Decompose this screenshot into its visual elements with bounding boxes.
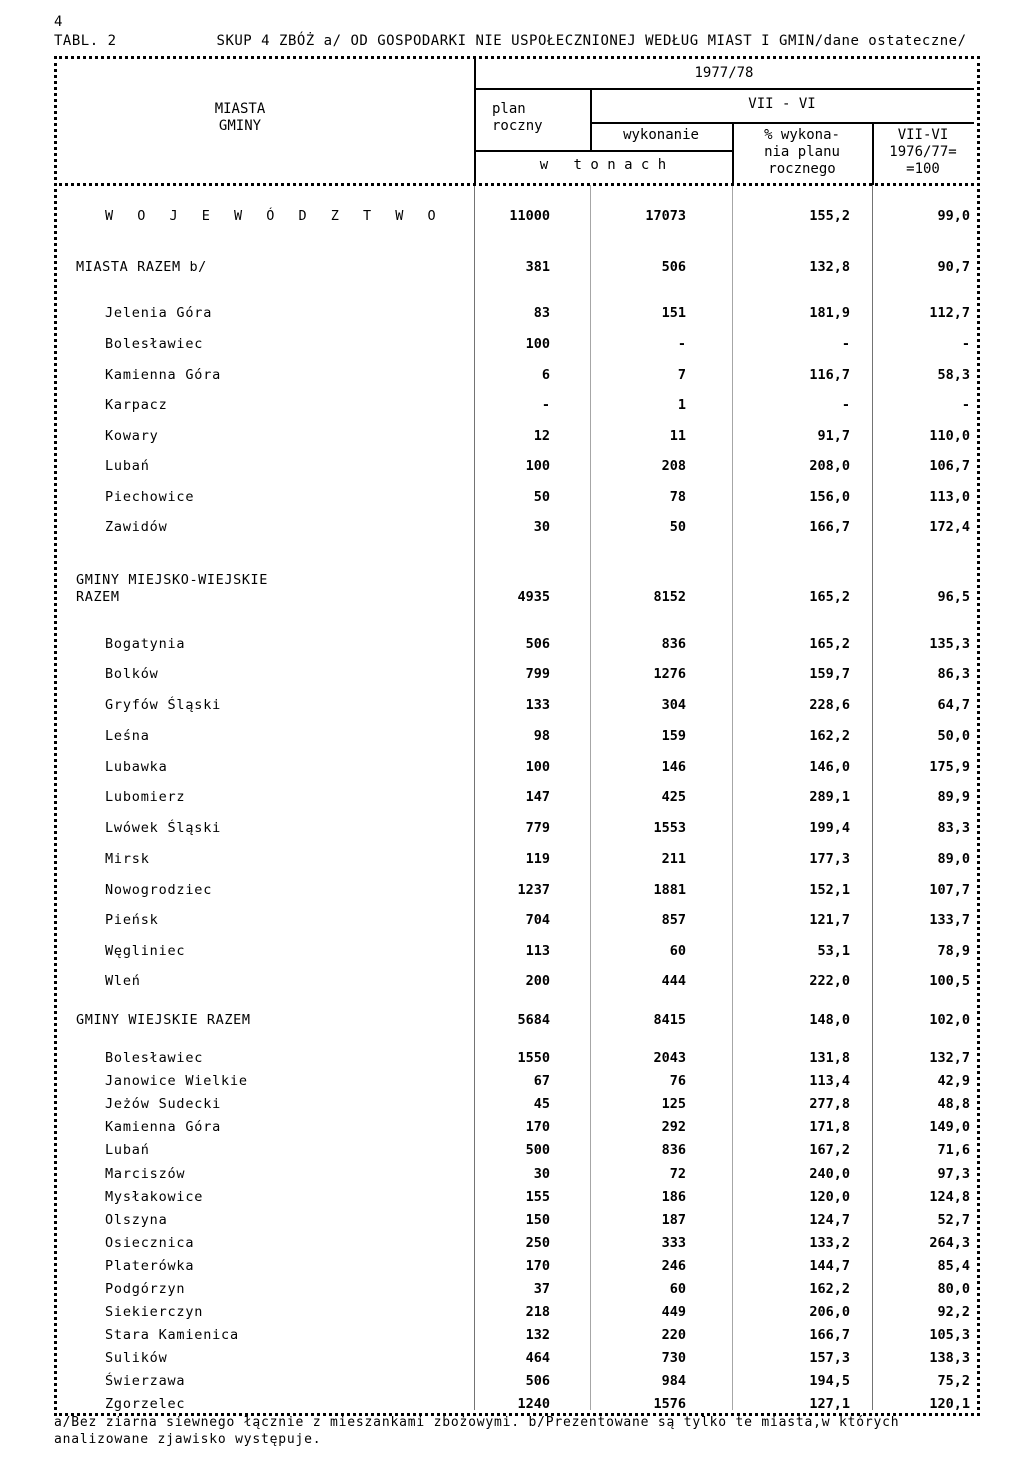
cell-col-1: 12	[533, 428, 550, 444]
cell-col-1: 779	[525, 820, 550, 836]
cell-col-3: 155,2	[809, 208, 850, 224]
row-label: Siekierczyn	[105, 1304, 204, 1320]
cell-col-1: 30	[533, 519, 550, 535]
row-label: Lubomierz	[105, 789, 186, 805]
row-label: Nowogrodziec	[105, 882, 213, 898]
row-label: Osiecznica	[105, 1235, 195, 1251]
cell-col-1: 132	[525, 1327, 550, 1343]
cell-col-1: 506	[525, 1373, 550, 1389]
cell-col-3: 144,7	[809, 1258, 850, 1274]
page-number: 4	[54, 14, 63, 30]
cell-col-1: 464	[525, 1350, 550, 1366]
row-label: Lubań	[105, 1142, 150, 1158]
cell-col-3: 53,1	[817, 943, 850, 959]
cell-col-2: 984	[661, 1373, 686, 1389]
cell-col-2: 72	[669, 1166, 686, 1182]
row-label: Karpacz	[105, 397, 168, 413]
cell-col-2: 159	[661, 728, 686, 744]
cell-col-1: 381	[525, 259, 550, 275]
cell-col-4: 113,0	[929, 489, 970, 505]
cell-col-4: 92,2	[937, 1304, 970, 1320]
cell-col-1: 11000	[509, 208, 550, 224]
row-label: Bolków	[105, 666, 159, 682]
cell-col-1: 250	[525, 1235, 550, 1251]
cell-col-2: 8415	[653, 1012, 686, 1028]
cell-col-1: 704	[525, 912, 550, 928]
row-label: Bolesławiec	[105, 1050, 204, 1066]
cell-col-3: 127,1	[809, 1396, 850, 1412]
cell-col-4: 105,3	[929, 1327, 970, 1343]
footnotes: a/Bez ziarna siewnego łącznie z mieszankami zbożowymi. b/Prezentowane są tylko te miasta,w których analizowane zjawisko występuje.	[54, 1415, 900, 1447]
cell-col-4: 133,7	[929, 912, 970, 928]
cell-col-4: 89,9	[937, 789, 970, 805]
cell-col-4: 64,7	[937, 697, 970, 713]
cell-col-3: 181,9	[809, 305, 850, 321]
cell-col-3: 194,5	[809, 1373, 850, 1389]
cell-col-2: 506	[661, 259, 686, 275]
cell-col-4: 102,0	[929, 1012, 970, 1028]
row-label: W O J E W Ó D Z T W O	[105, 208, 444, 224]
header-bottom-rule	[54, 183, 980, 186]
cell-col-3: 208,0	[809, 458, 850, 474]
cell-col-3: 156,0	[809, 489, 850, 505]
cell-col-4: 120,1	[929, 1396, 970, 1412]
cell-col-1: 30	[533, 1166, 550, 1182]
cell-col-4: 264,3	[929, 1235, 970, 1251]
cell-col-3: 177,3	[809, 851, 850, 867]
body-divider-3	[732, 185, 733, 1410]
table-label: TABL. 2	[54, 33, 117, 49]
cell-col-3: 171,8	[809, 1119, 850, 1135]
cell-col-1: 500	[525, 1142, 550, 1158]
cell-col-2: 1881	[653, 882, 686, 898]
cell-col-2: 1576	[653, 1396, 686, 1412]
cell-col-1: 506	[525, 636, 550, 652]
cell-col-4: 90,7	[937, 259, 970, 275]
header-index: VII-VI 1976/77= =100	[889, 127, 957, 177]
cell-col-3: 165,2	[809, 589, 850, 605]
cell-col-3: 152,1	[809, 882, 850, 898]
cell-col-2: 730	[661, 1350, 686, 1366]
body-divider-4	[872, 185, 873, 1410]
row-label: Platerówka	[105, 1258, 195, 1274]
cell-col-2: 1553	[653, 820, 686, 836]
row-label: Mysłakowice	[105, 1189, 204, 1205]
cell-col-1: 100	[525, 759, 550, 775]
cell-col-2: 1276	[653, 666, 686, 682]
cell-col-2: 246	[661, 1258, 686, 1274]
cell-col-3: 120,0	[809, 1189, 850, 1205]
header-stub: MIASTA GMINY	[214, 101, 266, 134]
cell-col-1: 155	[525, 1189, 550, 1205]
cell-col-2: 17073	[645, 208, 686, 224]
row-label: GMINY MIEJSKO-WIEJSKIE RAZEM	[76, 572, 269, 605]
cell-col-4: 52,7	[937, 1212, 970, 1228]
row-label: Węgliniec	[105, 943, 186, 959]
row-label: Świerzawa	[105, 1373, 186, 1389]
row-label: GMINY WIEJSKIE RAZEM	[76, 1012, 251, 1028]
cell-col-2: 11	[669, 428, 686, 444]
cell-col-2: 333	[661, 1235, 686, 1251]
cell-col-4: -	[961, 397, 970, 413]
cell-col-3: 133,2	[809, 1235, 850, 1251]
cell-col-4: 132,7	[929, 1050, 970, 1066]
cell-col-1: 218	[525, 1304, 550, 1320]
cell-col-4: 83,3	[937, 820, 970, 836]
cell-col-1: 133	[525, 697, 550, 713]
header-pct: % wykona- nia planu rocznego	[764, 127, 840, 177]
cell-col-3: 206,0	[809, 1304, 850, 1320]
row-label: Jeżów Sudecki	[105, 1096, 222, 1112]
cell-col-3: 166,7	[809, 1327, 850, 1343]
cell-col-1: 37	[533, 1281, 550, 1297]
cell-col-1: 45	[533, 1096, 550, 1112]
cell-col-2: 146	[661, 759, 686, 775]
cell-col-1: -	[541, 397, 550, 413]
row-label: Bogatynia	[105, 636, 186, 652]
cell-col-4: 124,8	[929, 1189, 970, 1205]
row-label: Kamienna Góra	[105, 367, 222, 383]
cell-col-4: 58,3	[937, 367, 970, 383]
header-half: VII - VI	[748, 96, 816, 112]
cell-col-3: -	[841, 336, 850, 352]
row-label: Marciszów	[105, 1166, 186, 1182]
cell-col-2: -	[677, 336, 686, 352]
cell-col-4: 80,0	[937, 1281, 970, 1297]
cell-col-4: 86,3	[937, 666, 970, 682]
row-label: Podgórzyn	[105, 1281, 186, 1297]
row-label: Janowice Wielkie	[105, 1073, 248, 1089]
cell-col-3: 116,7	[809, 367, 850, 383]
cell-col-4: 100,5	[929, 973, 970, 989]
cell-col-1: 100	[525, 458, 550, 474]
cell-col-4: 106,7	[929, 458, 970, 474]
cell-col-4: -	[961, 336, 970, 352]
cell-col-1: 119	[525, 851, 550, 867]
cell-col-1: 83	[533, 305, 550, 321]
cell-col-2: 60	[669, 1281, 686, 1297]
cell-col-2: 78	[669, 489, 686, 505]
cell-col-3: 124,7	[809, 1212, 850, 1228]
cell-col-3: 277,8	[809, 1096, 850, 1112]
header-unit: w t o n a c h	[539, 157, 667, 173]
cell-col-3: 132,8	[809, 259, 850, 275]
cell-col-1: 100	[525, 336, 550, 352]
cell-col-4: 97,3	[937, 1166, 970, 1182]
row-label: Jelenia Góra	[105, 305, 213, 321]
cell-col-4: 99,0	[937, 208, 970, 224]
cell-col-4: 96,5	[937, 589, 970, 605]
cell-col-3: 91,7	[817, 428, 850, 444]
cell-col-1: 98	[533, 728, 550, 744]
cell-col-2: 60	[669, 943, 686, 959]
cell-col-2: 7	[677, 367, 686, 383]
cell-col-3: 121,7	[809, 912, 850, 928]
row-label: Gryfów Śląski	[105, 697, 222, 713]
cell-col-2: 220	[661, 1327, 686, 1343]
cell-col-3: 162,2	[809, 728, 850, 744]
cell-col-4: 78,9	[937, 943, 970, 959]
row-label: MIASTA RAZEM b/	[76, 259, 207, 275]
cell-col-2: 425	[661, 789, 686, 805]
cell-col-1: 200	[525, 973, 550, 989]
cell-col-3: 228,6	[809, 697, 850, 713]
cell-col-1: 6	[541, 367, 550, 383]
cell-col-4: 112,7	[929, 305, 970, 321]
cell-col-2: 186	[661, 1189, 686, 1205]
cell-col-1: 50	[533, 489, 550, 505]
row-label: Stara Kamienica	[105, 1327, 239, 1343]
cell-col-2: 836	[661, 636, 686, 652]
table-title-text: SKUP 4 ZBÓŻ a/ OD GOSPODARKI NIE USPOŁECZNIONEJ WEDŁUG MIAST I GMIN/dane ostateczne/	[216, 33, 967, 49]
cell-col-3: 148,0	[809, 1012, 850, 1028]
row-label: Wleń	[105, 973, 141, 989]
row-label: Lwówek Śląski	[105, 820, 222, 836]
cell-col-2: 836	[661, 1142, 686, 1158]
cell-col-3: 199,4	[809, 820, 850, 836]
header-period: 1977/78	[694, 65, 754, 81]
header-wykonanie: wykonanie	[623, 127, 699, 143]
cell-col-2: 449	[661, 1304, 686, 1320]
cell-col-2: 857	[661, 912, 686, 928]
row-label: Bolesławiec	[105, 336, 204, 352]
cell-col-4: 50,0	[937, 728, 970, 744]
cell-col-1: 170	[525, 1258, 550, 1274]
cell-col-3: 166,7	[809, 519, 850, 535]
cell-col-4: 75,2	[937, 1373, 970, 1389]
cell-col-2: 2043	[653, 1050, 686, 1066]
row-label: Zgorzelec	[105, 1396, 186, 1412]
row-label: Leśna	[105, 728, 150, 744]
cell-col-1: 147	[525, 789, 550, 805]
cell-col-3: 162,2	[809, 1281, 850, 1297]
cell-col-4: 71,6	[937, 1142, 970, 1158]
cell-col-1: 1550	[517, 1050, 550, 1066]
cell-col-2: 292	[661, 1119, 686, 1135]
cell-col-1: 799	[525, 666, 550, 682]
cell-col-4: 42,9	[937, 1073, 970, 1089]
cell-col-3: 167,2	[809, 1142, 850, 1158]
cell-col-1: 5684	[517, 1012, 550, 1028]
cell-col-3: 146,0	[809, 759, 850, 775]
cell-col-4: 138,3	[929, 1350, 970, 1366]
row-label: Zawidów	[105, 519, 168, 535]
row-label: Pieńsk	[105, 912, 159, 928]
table-title	[54, 33, 967, 49]
cell-col-2: 76	[669, 1073, 686, 1089]
cell-col-1: 170	[525, 1119, 550, 1135]
cell-col-2: 50	[669, 519, 686, 535]
cell-col-2: 125	[661, 1096, 686, 1112]
cell-col-1: 67	[533, 1073, 550, 1089]
cell-col-4: 107,7	[929, 882, 970, 898]
cell-col-3: 131,8	[809, 1050, 850, 1066]
cell-col-4: 175,9	[929, 759, 970, 775]
cell-col-4: 149,0	[929, 1119, 970, 1135]
cell-col-4: 85,4	[937, 1258, 970, 1274]
period-rule	[474, 88, 974, 90]
header-plan: plan roczny	[492, 101, 543, 134]
cell-col-1: 150	[525, 1212, 550, 1228]
cell-col-1: 1240	[517, 1396, 550, 1412]
cell-col-2: 151	[661, 305, 686, 321]
cell-col-3: 289,1	[809, 789, 850, 805]
cell-col-2: 444	[661, 973, 686, 989]
cell-col-4: 48,8	[937, 1096, 970, 1112]
body-divider-2	[590, 185, 591, 1410]
cell-col-2: 187	[661, 1212, 686, 1228]
cell-col-3: 240,0	[809, 1166, 850, 1182]
cell-col-3: 157,3	[809, 1350, 850, 1366]
cell-col-3: -	[841, 397, 850, 413]
row-label: Piechowice	[105, 489, 195, 505]
row-label: Sulików	[105, 1350, 168, 1366]
row-label: Kowary	[105, 428, 159, 444]
cell-col-3: 113,4	[809, 1073, 850, 1089]
cell-col-1: 113	[525, 943, 550, 959]
cell-col-4: 135,3	[929, 636, 970, 652]
row-label: Kamienna Góra	[105, 1119, 222, 1135]
row-label: Olszyna	[105, 1212, 168, 1228]
row-label: Lubawka	[105, 759, 168, 775]
cell-col-3: 159,7	[809, 666, 850, 682]
row-label: Lubań	[105, 458, 150, 474]
cell-col-2: 304	[661, 697, 686, 713]
cell-col-3: 165,2	[809, 636, 850, 652]
cell-col-1: 4935	[517, 589, 550, 605]
half-rule	[590, 122, 974, 124]
cell-col-3: 222,0	[809, 973, 850, 989]
cell-col-2: 1	[677, 397, 686, 413]
cell-col-4: 89,0	[937, 851, 970, 867]
cell-col-1: 1237	[517, 882, 550, 898]
cell-col-4: 110,0	[929, 428, 970, 444]
cell-col-2: 211	[661, 851, 686, 867]
cell-col-2: 8152	[653, 589, 686, 605]
row-label: Mirsk	[105, 851, 150, 867]
unit-rule	[474, 150, 732, 152]
cell-col-4: 172,4	[929, 519, 970, 535]
cell-col-2: 208	[661, 458, 686, 474]
